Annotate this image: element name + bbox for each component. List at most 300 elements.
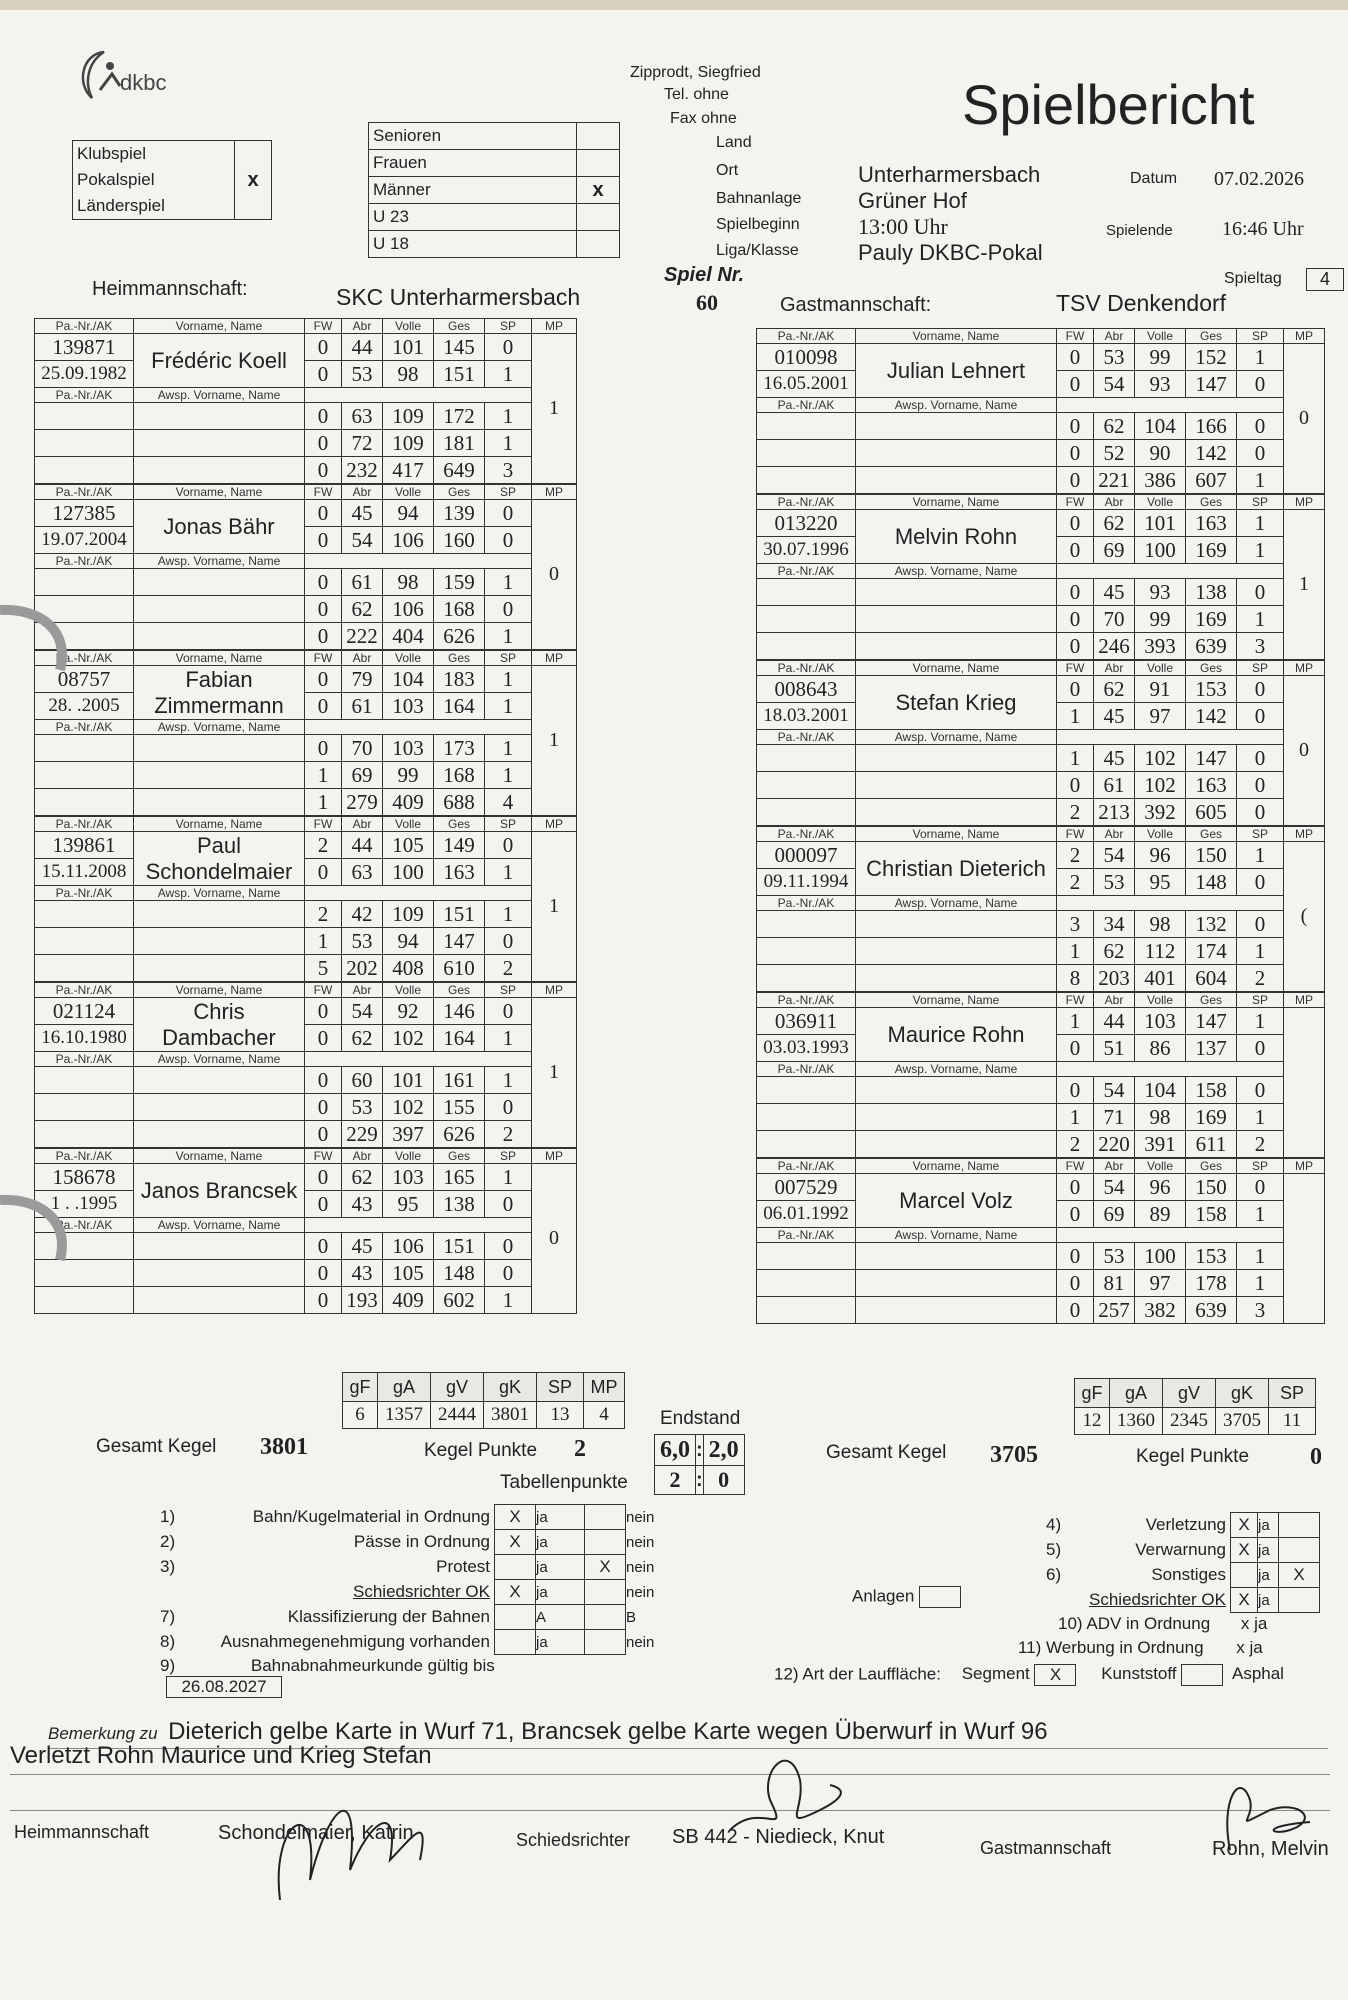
score-cell: 103 [1135,1008,1186,1035]
score-cell: 95 [1135,869,1186,896]
player-name: Melvin Rohn [856,510,1057,564]
spacer-cell [1057,896,1284,911]
total-value: 1360 [1110,1408,1163,1435]
score-cell: 132 [1186,911,1237,938]
sum-cell: 229 [342,1121,383,1148]
score-cell: 1 [1237,1243,1284,1270]
check-num: 5) [1046,1540,1062,1559]
kunststoff-box[interactable] [1181,1664,1223,1686]
score-cell: 101 [383,1067,434,1094]
check-box-b[interactable] [1279,1513,1320,1538]
score-cell: 159 [434,569,485,596]
player-name: Janos Brancsek [134,1164,305,1218]
datum-value: 07.02.2026 [1214,168,1304,190]
awsp-name-header: Awsp. Vorname, Name [856,896,1057,911]
score-cell: 62 [1094,676,1135,703]
ort-label: Ort [716,162,739,179]
sum-cell: 193 [342,1287,383,1314]
player-pa: 008643 [757,676,856,703]
checks-right [1046,1512,1320,1613]
total-header: gV [431,1373,484,1402]
tab-home: 2 [655,1466,696,1495]
score-cell: 149 [434,832,485,859]
score-cell: 61 [342,693,383,720]
score-cell: 1 [1057,703,1094,730]
category-label: U 18 [369,231,577,258]
score-cell: 1 [485,430,532,457]
player-mp: 1 [532,998,577,1148]
score-cell: 0 [485,928,532,955]
awsp-name-header: Awsp. Vorname, Name [856,730,1057,745]
score-cell: 0 [1237,772,1284,799]
awsp-name [856,467,1057,494]
score-cell: 98 [383,361,434,388]
score-cell: 60 [342,1067,383,1094]
player-dob: 03.03.1993 [757,1035,856,1062]
bahn-label: Bahnabnahmeurkunde gültig bis [250,1656,495,1675]
sum-cell: 0 [1237,799,1284,826]
pa-header: Pa.-Nr./AK [35,817,134,832]
adv-label: 10) ADV in Ordnung [1058,1614,1211,1633]
volle-header: Volle [383,651,434,666]
awsp-name-header: Awsp. Vorname, Name [856,398,1057,413]
awsp-pa [757,799,856,826]
awsp-name [134,901,305,928]
sum-cell: 649 [434,457,485,484]
score-cell: 53 [1094,344,1135,371]
home-kp-value: 2 [574,1436,586,1462]
score-cell: 0 [485,334,532,361]
score-cell: 137 [1186,1035,1237,1062]
check-num [160,1580,190,1605]
pa-header: Pa.-Nr./AK [757,329,856,344]
name-header: Vorname, Name [134,485,305,500]
score-cell: 99 [1135,606,1186,633]
score-cell: 0 [305,500,342,527]
awsp-name [856,938,1057,965]
check-label: Verwarnung [1135,1540,1226,1559]
sum-cell: 2 [1237,1131,1284,1158]
player-block [756,660,1325,826]
score-cell: 142 [1186,440,1237,467]
score-cell: 0 [1057,413,1094,440]
score-cell: 0 [485,596,532,623]
score-cell: 0 [1057,537,1094,564]
score-cell: 100 [383,859,434,886]
score-cell: 2 [1057,842,1094,869]
check-box-a[interactable] [495,1605,536,1630]
awsp-name-header: Awsp. Vorname, Name [134,1052,305,1067]
sp-header: SP [1237,329,1284,344]
sum-cell: 408 [383,955,434,982]
score-cell: 181 [434,430,485,457]
score-cell: 2 [305,832,342,859]
heim-signature-icon [260,1760,480,1910]
awsp-name [856,1270,1057,1297]
awsp-pa [35,457,134,484]
check-box-b[interactable] [585,1580,626,1605]
volle-header: Volle [1135,993,1186,1008]
sum-cell: 2 [1237,965,1284,992]
score-cell: 138 [434,1191,485,1218]
category-mark[interactable] [577,123,620,150]
score-cell: 1 [1237,606,1284,633]
bahn-row [160,1656,620,1698]
score-cell: 0 [1237,703,1284,730]
score-cell: 100 [1135,537,1186,564]
awsp-pa-header: Pa.-Nr./AK [757,1228,856,1243]
volle-header: Volle [383,1149,434,1164]
check-label-a: ja [536,1580,585,1605]
score-cell: 0 [305,527,342,554]
score-cell: 1 [485,666,532,693]
check-label-a: ja [1258,1563,1279,1588]
sum-cell: 604 [1186,965,1237,992]
spacer-cell [1057,398,1284,413]
score-cell: 1 [485,901,532,928]
awsp-name [134,596,305,623]
awsp-name [134,1287,305,1314]
sum-cell: 626 [434,1121,485,1148]
score-cell: 0 [305,403,342,430]
check-label-a: ja [536,1555,585,1580]
name-header: Vorname, Name [856,661,1057,676]
score-cell: 62 [1094,938,1135,965]
check-label: Ausnahmegenehmigung vorhanden [220,1632,490,1651]
player-name: Stefan Krieg [856,676,1057,730]
check-box-b[interactable] [585,1605,626,1630]
sig-heim-label: Heimmannschaft [14,1822,150,1842]
category-mark[interactable] [577,150,620,177]
game-type-label: Pokalspiel [73,167,235,193]
awsp-name [856,799,1057,826]
game-type-mark[interactable]: x [235,167,272,193]
score-cell: 0 [1057,1270,1094,1297]
total-header: gV [1163,1379,1216,1408]
tel-label: Tel. [664,86,689,103]
total-header: gF [1075,1379,1110,1408]
score-cell: 0 [305,1067,342,1094]
score-cell: 166 [1186,413,1237,440]
score-cell: 163 [434,859,485,886]
awsp-pa-header: Pa.-Nr./AK [757,398,856,413]
score-cell: 96 [1135,842,1186,869]
liga-label: Liga/Klasse [716,242,799,259]
check-box-b[interactable] [1279,1588,1320,1613]
check-box-a[interactable]: X [1231,1513,1258,1538]
check-label: Bahn/Kugelmaterial in Ordnung [252,1507,490,1526]
score-cell: 165 [434,1164,485,1191]
category-label: Männer [369,177,577,204]
awsp-pa [35,403,134,430]
category-mark[interactable] [577,204,620,231]
score-cell: 102 [1135,745,1186,772]
score-cell: 0 [1237,1077,1284,1104]
spielnr-value: 60 [696,290,718,315]
player-name: Frédéric Koell [134,334,305,388]
asphalt-label: Asphal [1231,1664,1284,1684]
game-type-mark[interactable] [235,193,272,220]
awsp-name [134,1260,305,1287]
sum-cell: 8 [1057,965,1094,992]
player-block [756,328,1325,494]
awsp-name [134,569,305,596]
sp-header: SP [1237,661,1284,676]
score-cell: 0 [305,1191,342,1218]
awsp-pa [757,965,856,992]
sum-cell: 2 [1057,799,1094,826]
score-cell: 0 [305,1164,342,1191]
ges-header: Ges [434,983,485,998]
lauf-label: 12) Art der Lauffläche: [774,1664,941,1684]
abr-header: Abr [342,983,383,998]
check-num: 6) [1046,1565,1062,1584]
score-cell: 103 [383,693,434,720]
sum-cell: 5 [305,955,342,982]
score-cell: 0 [305,859,342,886]
check-label-a: ja [536,1505,585,1530]
mp-header: MP [532,485,577,500]
score-cell: 52 [1094,440,1135,467]
player-mp: 0 [532,1164,577,1314]
awsp-pa [757,633,856,660]
score-cell: 0 [1237,911,1284,938]
total-header: SP [1269,1379,1316,1408]
score-cell: 98 [1135,1104,1186,1131]
bahn-date: 26.08.2027 [166,1676,282,1698]
sum-cell: 220 [1094,1131,1135,1158]
ges-header: Ges [1186,495,1237,510]
score-cell: 103 [383,1164,434,1191]
check-box-a[interactable] [1231,1563,1258,1588]
abr-header: Abr [1094,329,1135,344]
check-box-b[interactable] [585,1505,626,1530]
score-cell: 0 [1057,510,1094,537]
score-cell: 91 [1135,676,1186,703]
score-cell: 69 [342,762,383,789]
awsp-pa [757,606,856,633]
check-box-a[interactable]: X [495,1530,536,1555]
score-cell: 1 [1237,938,1284,965]
score-cell: 105 [383,1260,434,1287]
score-cell: 0 [485,1191,532,1218]
score-cell: 1 [485,693,532,720]
sp-header: SP [485,651,532,666]
name-header: Vorname, Name [856,993,1057,1008]
awsp-pa [757,1270,856,1297]
check-box-a[interactable]: X [495,1580,536,1605]
sum-cell: 688 [434,789,485,816]
check-box-b[interactable]: X [1279,1563,1320,1588]
sum-cell: 393 [1135,633,1186,660]
awsp-pa [757,1077,856,1104]
score-cell: 1 [1057,745,1094,772]
score-cell: 43 [342,1260,383,1287]
check-label-b: B [626,1608,637,1626]
score-cell: 105 [383,832,434,859]
check-num: 3) [160,1557,176,1576]
awsp-name [134,955,305,982]
score-cell: 0 [1237,1174,1284,1201]
name-header: Vorname, Name [134,983,305,998]
score-cell: 104 [1135,413,1186,440]
bahn-num: 9) [160,1656,176,1675]
player-dob: 16.05.2001 [757,371,856,398]
check-box-b[interactable] [585,1530,626,1555]
check-box-a[interactable] [495,1555,536,1580]
score-cell: 109 [383,901,434,928]
gast-signature-icon [1210,1760,1340,1860]
score-cell: 1 [1057,1104,1094,1131]
awsp-pa [35,569,134,596]
check-box-b[interactable] [585,1630,626,1655]
awsp-pa-header: Pa.-Nr./AK [35,388,134,403]
score-cell: 0 [305,1260,342,1287]
score-cell: 0 [305,334,342,361]
binder-ring-icon [0,600,80,680]
check-label-b: nein [626,1633,655,1651]
category-mark[interactable]: x [577,177,620,204]
awsp-pa [757,440,856,467]
check-label-a: A [536,1605,585,1630]
score-cell: 54 [1094,1077,1135,1104]
sum-cell: 605 [1186,799,1237,826]
score-cell: 145 [434,334,485,361]
volle-header: Volle [1135,329,1186,344]
total-header: SP [537,1373,584,1402]
beginn-label: Spielbeginn [716,216,800,233]
awsp-pa [35,1094,134,1121]
sum-cell: 232 [342,457,383,484]
awsp-pa [35,955,134,982]
pa-header: Pa.-Nr./AK [757,495,856,510]
ges-header: Ges [434,319,485,334]
bahn-label: Bahnanlage [716,190,802,207]
check-box-a[interactable]: X [1231,1538,1258,1563]
score-cell: 163 [1186,772,1237,799]
score-cell: 150 [1186,1174,1237,1201]
total-header: gF [343,1373,378,1402]
player-block [756,494,1325,660]
awsp-name [134,735,305,762]
mp-header: MP [532,817,577,832]
player-name: Chris Dambacher [134,998,305,1052]
awsp-name [856,1104,1057,1131]
player-block [756,992,1325,1158]
score-cell: 0 [305,361,342,388]
awsp-name [856,911,1057,938]
check-box-b[interactable]: X [585,1555,626,1580]
score-cell: 34 [1094,911,1135,938]
score-cell: 1 [1237,1201,1284,1228]
awsp-name [134,762,305,789]
spieltag-label: Spieltag [1224,270,1282,287]
awsp-pa-header: Pa.-Nr./AK [35,886,134,901]
sum-cell: 1 [1237,467,1284,494]
player-block [34,484,577,650]
anlagen-box[interactable] [919,1586,961,1608]
player-mp [1284,1174,1325,1324]
score-cell: 1 [485,569,532,596]
category-mark[interactable] [577,231,620,258]
beginn-value: 13:00 Uhr [858,214,948,239]
fw-header: FW [305,1149,342,1164]
player-dob: 30.07.1996 [757,537,856,564]
score-cell: 53 [342,928,383,955]
volle-header: Volle [1135,661,1186,676]
player-mp: 1 [1284,510,1325,660]
awsp-pa-header: Pa.-Nr./AK [35,1052,134,1067]
score-cell: 169 [1186,606,1237,633]
mp-header: MP [532,1149,577,1164]
score-cell: 0 [1057,1201,1094,1228]
awsp-pa [35,789,134,816]
abr-header: Abr [1094,827,1135,842]
awsp-pa [35,1067,134,1094]
check-box-b[interactable] [1279,1538,1320,1563]
awsp-name [134,1094,305,1121]
check-label-a: ja [1258,1513,1279,1538]
score-cell: 0 [1237,676,1284,703]
player-name: Marcel Volz [856,1174,1057,1228]
sum-cell: 3 [485,457,532,484]
segment-box[interactable]: X [1034,1664,1076,1686]
awsp-pa [757,745,856,772]
score-cell: 97 [1135,703,1186,730]
check-box-a[interactable]: X [1231,1588,1258,1613]
pa-header: Pa.-Nr./AK [35,485,134,500]
awsp-pa [35,1121,134,1148]
name-header: Vorname, Name [856,329,1057,344]
score-cell: 54 [342,527,383,554]
check-box-a[interactable] [495,1630,536,1655]
score-cell: 53 [1094,869,1135,896]
score-cell: 69 [1094,537,1135,564]
sp-header: SP [1237,993,1284,1008]
awsp-pa [757,1104,856,1131]
check-box-a[interactable]: X [495,1505,536,1530]
spacer-cell [305,886,532,901]
mp-header: MP [1284,495,1325,510]
page-title: Spielbericht [962,73,1255,136]
volle-header: Volle [383,319,434,334]
score-cell: 1 [1237,537,1284,564]
awsp-name-header: Awsp. Vorname, Name [856,564,1057,579]
pa-header: Pa.-Nr./AK [757,661,856,676]
score-cell: 79 [342,666,383,693]
endstand-table [654,1434,745,1495]
score-cell: 0 [305,1025,342,1052]
score-cell: 1 [485,1067,532,1094]
awsp-name-header: Awsp. Vorname, Name [134,554,305,569]
ges-header: Ges [1186,1159,1237,1174]
check-label: Verletzung [1145,1515,1226,1534]
score-cell: 1 [1237,344,1284,371]
abr-header: Abr [1094,1159,1135,1174]
score-cell: 183 [434,666,485,693]
game-type-mark[interactable] [235,141,272,168]
score-cell: 62 [1094,510,1135,537]
score-cell: 155 [434,1094,485,1121]
score-cell: 0 [485,998,532,1025]
remarks-text-1: Dieterich gelbe Karte in Wurf 71, Brancsek gelbe Karte wegen Überwurf in Wurf 96 [168,1718,1048,1745]
sp-header: SP [485,485,532,500]
total-header: gA [378,1373,431,1402]
fw-header: FW [1057,661,1094,676]
guest-gesamt-label: Gesamt Kegel [826,1442,947,1463]
fw-header: FW [1057,329,1094,344]
score-cell: 1 [485,735,532,762]
